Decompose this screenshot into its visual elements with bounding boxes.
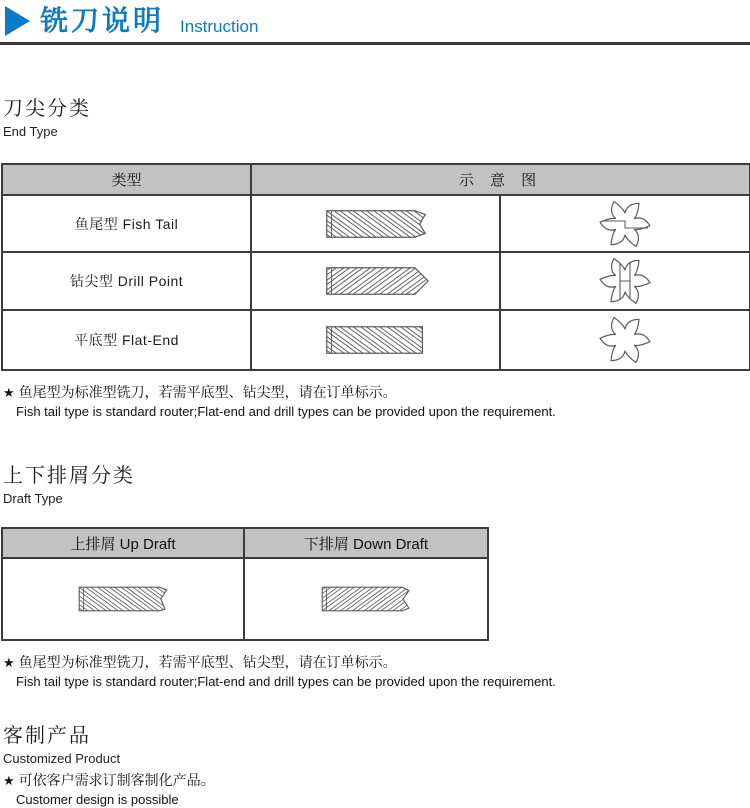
end-type-title-zh: 刀尖分类 bbox=[3, 98, 91, 120]
up-draft-bit-side-view bbox=[69, 583, 177, 615]
note-text-zh: 可依客户需求订制客制化产品。 bbox=[18, 772, 215, 788]
customized-title-zh: 客制产品 bbox=[3, 725, 91, 747]
draft-col-header-up: 上排屑 Up Draft bbox=[3, 529, 245, 559]
header-arrow-icon bbox=[5, 6, 30, 36]
table-row bbox=[501, 196, 749, 253]
table-row bbox=[3, 559, 245, 639]
table-row bbox=[501, 311, 749, 369]
table-row bbox=[252, 196, 501, 253]
table-row bbox=[252, 311, 501, 369]
draft-type-title-zh: 上下排屑分类 bbox=[3, 465, 135, 487]
draft-type-title-en: Draft Type bbox=[3, 491, 63, 506]
page-title-en: Instruction bbox=[180, 17, 259, 36]
draft-col-header-down: 下排屑 Down Draft bbox=[245, 529, 487, 559]
flat-end-bit-end-view bbox=[597, 312, 653, 368]
star-icon: ★ bbox=[3, 655, 15, 670]
customized-title-en: Customized Product bbox=[3, 751, 121, 766]
note-text-en: Fish tail type is standard router;Flat-end and drill types can be provided upon the requirement. bbox=[16, 404, 556, 419]
page-title-zh: 铣刀说明 bbox=[40, 5, 165, 36]
table-row-label: 鱼尾型 Fish Tail bbox=[3, 196, 252, 253]
flat-end-bit-side-view bbox=[318, 322, 434, 358]
note-text-en: Fish tail type is standard router;Flat-end and drill types can be provided upon the requirement. bbox=[16, 674, 556, 689]
table-row bbox=[252, 253, 501, 311]
drill-point-bit-side-view bbox=[318, 263, 434, 299]
star-icon: ★ bbox=[3, 773, 15, 788]
down-draft-bit-side-view bbox=[312, 583, 420, 615]
table-row-label: 平底型 Flat-End bbox=[3, 311, 252, 369]
star-icon: ★ bbox=[3, 385, 15, 400]
drill-point-bit-end-view bbox=[597, 253, 653, 309]
end-type-col-header-type: 类型 bbox=[3, 165, 252, 196]
fish-tail-bit-side-view bbox=[318, 206, 434, 242]
table-row-label: 钻尖型 Drill Point bbox=[3, 253, 252, 311]
header-divider bbox=[0, 42, 750, 45]
note-text-zh: 鱼尾型为标准型铣刀，若需平底型、钻尖型，请在订单标示。 bbox=[18, 654, 397, 670]
end-type-col-header-diagram: 示 意 图 bbox=[252, 165, 749, 196]
end-type-table bbox=[1, 163, 750, 371]
fish-tail-bit-end-view bbox=[597, 196, 653, 252]
end-type-note bbox=[3, 383, 747, 420]
table-row bbox=[501, 253, 749, 311]
page-header bbox=[0, 0, 750, 45]
draft-type-table bbox=[1, 527, 489, 641]
customized-note bbox=[3, 771, 747, 808]
draft-type-note bbox=[3, 653, 747, 690]
table-row bbox=[245, 559, 487, 639]
note-text-en: Customer design is possible bbox=[16, 792, 179, 807]
note-text-zh: 鱼尾型为标准型铣刀，若需平底型、钻尖型，请在订单标示。 bbox=[18, 384, 397, 400]
end-type-title-en: End Type bbox=[3, 124, 58, 139]
